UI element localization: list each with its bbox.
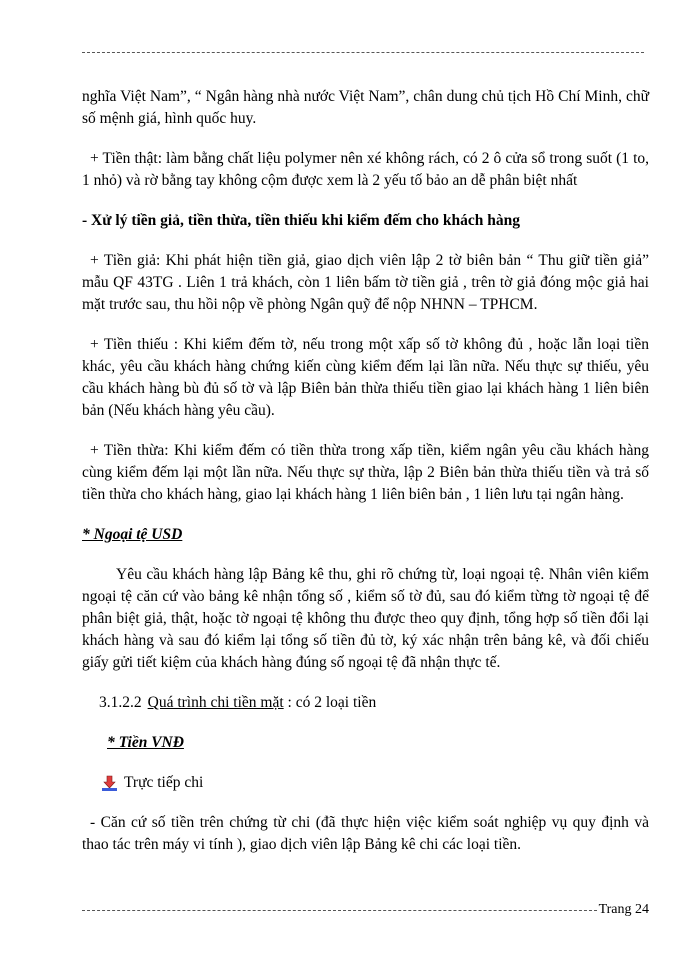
heading-foreign-currency-usd: * Ngoại tệ USD	[82, 526, 183, 543]
page-footer	[82, 902, 649, 918]
header-dashed-line	[82, 52, 644, 53]
paragraph-payment-list: - Căn cứ số tiền trên chứng từ chi (đã thực hiện việc kiểm soát nghiệp vụ quy định và thao tác trên máy vi tính ), giao dịch viên lập Bảng kê chi các loại tiền.	[82, 814, 649, 853]
arrow-bullet-icon	[101, 775, 118, 792]
bullet-label: Trực tiếp chi	[124, 774, 204, 791]
paragraph-counterfeit: + Tiền giả: Khi phát hiện tiền giả, giao dịch viên lập 2 tờ biên bản “ Thu giữ tiền giả” mẫu QF 43TG . Liên 1 trả khách, còn 1 liên bấm tờ tiền giả , trên tờ giả đóng mộc giả hai mặt trước sau, thu hồi nộp về phòng Ngân quỹ để nộp NHNN – TPHCM.	[82, 252, 649, 313]
page-number: Trang 24	[598, 902, 649, 917]
paragraph-currency-features: nghĩa Việt Nam”, “ Ngân hàng nhà nước Việt Nam”, chân dung chủ tịch Hồ Chí Minh, chữ số mệnh giá, hình quốc huy.	[82, 88, 649, 127]
paragraph-shortage: + Tiền thiếu : Khi kiểm đếm tờ, nếu trong một xấp số tờ không đủ , hoặc lẫn loại tiền khác, yêu cầu khách hàng chứng kiến cùng kiểm đếm lại lần nữa. Nếu thực sự thiếu, yêu cầu khách hàng bù đủ số tờ và lập Biên bản thừa thiếu tiền giao lại khách hàng 1 liên biên bản (Nếu khách hàng yêu cầu).	[82, 336, 649, 419]
footer-dashed-line	[82, 910, 597, 911]
paragraph-surplus: + Tiền thừa: Khi kiểm đếm có tiền thừa trong xấp tiền, kiểm ngân yêu cầu khách hàng cùng kiểm đếm lại một lần nữa. Nếu thực sự thừa, lập 2 Biên bản thừa thiếu tiền và trả số tiền thừa cho khách hàng, giao lại khách hàng 1 liên biên bản , 1 liên lưu tại ngân hàng.	[82, 442, 649, 503]
paragraph-real-money: + Tiền thật: làm bằng chất liệu polymer nên xé không rách, có 2 ô cửa sổ trong suốt (1 to, 1 nhỏ) và rờ bằng tay không cộm được xem là 2 yếu tố bảo an dễ phân biệt nhất	[82, 150, 649, 189]
subsection-cash-payment	[82, 692, 649, 714]
subsection-rest: : có 2 loại tiền	[287, 694, 377, 711]
heading-handling-counterfeit: - Xử lý tiền giả, tiền thừa, tiền thiếu khi kiểm đếm cho khách hàng	[82, 212, 521, 229]
document-body	[82, 86, 649, 856]
subsection-number: 3.1.2.2	[99, 694, 142, 711]
paragraph-usd-procedure: Yêu cầu khách hàng lập Bảng kê thu, ghi rõ chứng từ, loại ngoại tệ. Nhân viên kiểm ngoại tệ căn cứ vào bảng kê nhận tổng số , kiểm số tờ đủ, sau đó kiểm từng tờ ngoại tệ để phân biệt giả, thật, hoặc tờ ngoại tệ không thu được theo quy định, tổng hợp số tiền đổi lại khách hàng và sau đó kiểm lại tổng số tiền đủ tờ, ký xác nhận trên bảng kê, và đối chiếu giấy gửi tiết kiệm của khách hàng đúng số ngoại tệ đã nhận thực tế.	[82, 566, 649, 671]
bullet-direct-payment	[82, 772, 649, 794]
heading-vnd: * Tiền VNĐ	[107, 734, 184, 751]
subsection-title: Quá trình chi tiền mặt	[147, 694, 284, 711]
